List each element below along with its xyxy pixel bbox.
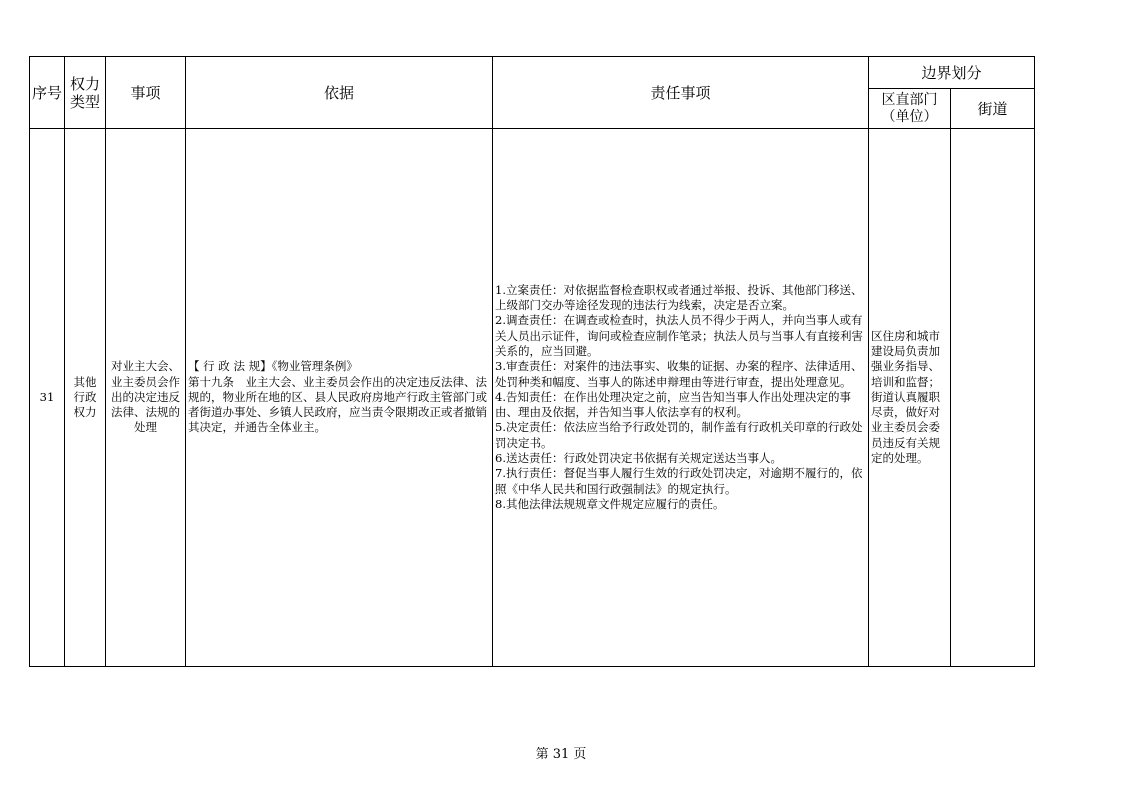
cell-power-type: 其他行政权力 [65,129,106,667]
cell-street [951,129,1035,667]
page-number: 第 31 页 [535,747,587,762]
cell-responsibility: 1.立案责任：对依据监督检查职权或者通过举报、投诉、其他部门移送、上级部门交办等途径发现的违法行为线索，决定是否立案。 2.调查责任：在调查或检查时，执法人员不得少于两人，并向当事人或有关人员出示证件，询问或检查应制作笔录；执法人员与当事人有直接利害关系的，应当回避。 3.审查责任：对案件的违法事实、收集的证据、办案的程序、法律适用、处罚种类和幅度、当事人的陈述申辩理由等进行审查，提出处理意见。 4.告知责任：在作出处理决定之前，应当告知当事人作出处理决定的事由、理由及依据，并告知当事人依法享有的权利。 5.决定责任：依法应当给予行政处罚的，制作盖有行政机关印章的行政处罚决定书。 6.送达责任：行政处罚决定书依据有关规定送达当事人。 7.执行责任：督促当事人履行生效的行政处罚决定，对逾期不履行的，依照《中华人民共和国行政强制法》的规定执行。 8.其他法律法规规章文件规定应履行的责任。 [493,129,869,667]
header-street: 街道 [951,89,1035,129]
cell-seq: 31 [30,129,65,667]
rights-table-sheet [29,56,1035,667]
header-item: 事项 [106,57,186,129]
header-responsibility: 责任事项 [493,57,869,129]
header-power-type: 权力类型 [65,57,106,129]
cell-basis: 【 行 政 法 规】《物业管理条例》 第十九条 业主大会、业主委员会作出的决定违反法律、法规的，物业所在地的区、县人民政府房地产行政主管部门或者街道办事处、乡镇人民政府，应当责令限期改正或者撤销其决定，并通告全体业主。 [186,129,493,667]
cell-district-dept: 区住房和城市建设局负责加强业务指导、培训和监督；街道认真履职尽责，做好对业主委员会委员违反有关规定的处理。 [869,129,951,667]
header-boundary: 边界划分 [869,57,1035,89]
header-district-dept: 区直部门（单位） [869,89,951,129]
header-basis: 依据 [186,57,493,129]
table-row [30,129,1035,667]
header-seq: 序号 [30,57,65,129]
rights-table [29,56,1035,667]
cell-item: 对业主大会、业主委员会作出的决定违反法律、法规的处理 [106,129,186,667]
